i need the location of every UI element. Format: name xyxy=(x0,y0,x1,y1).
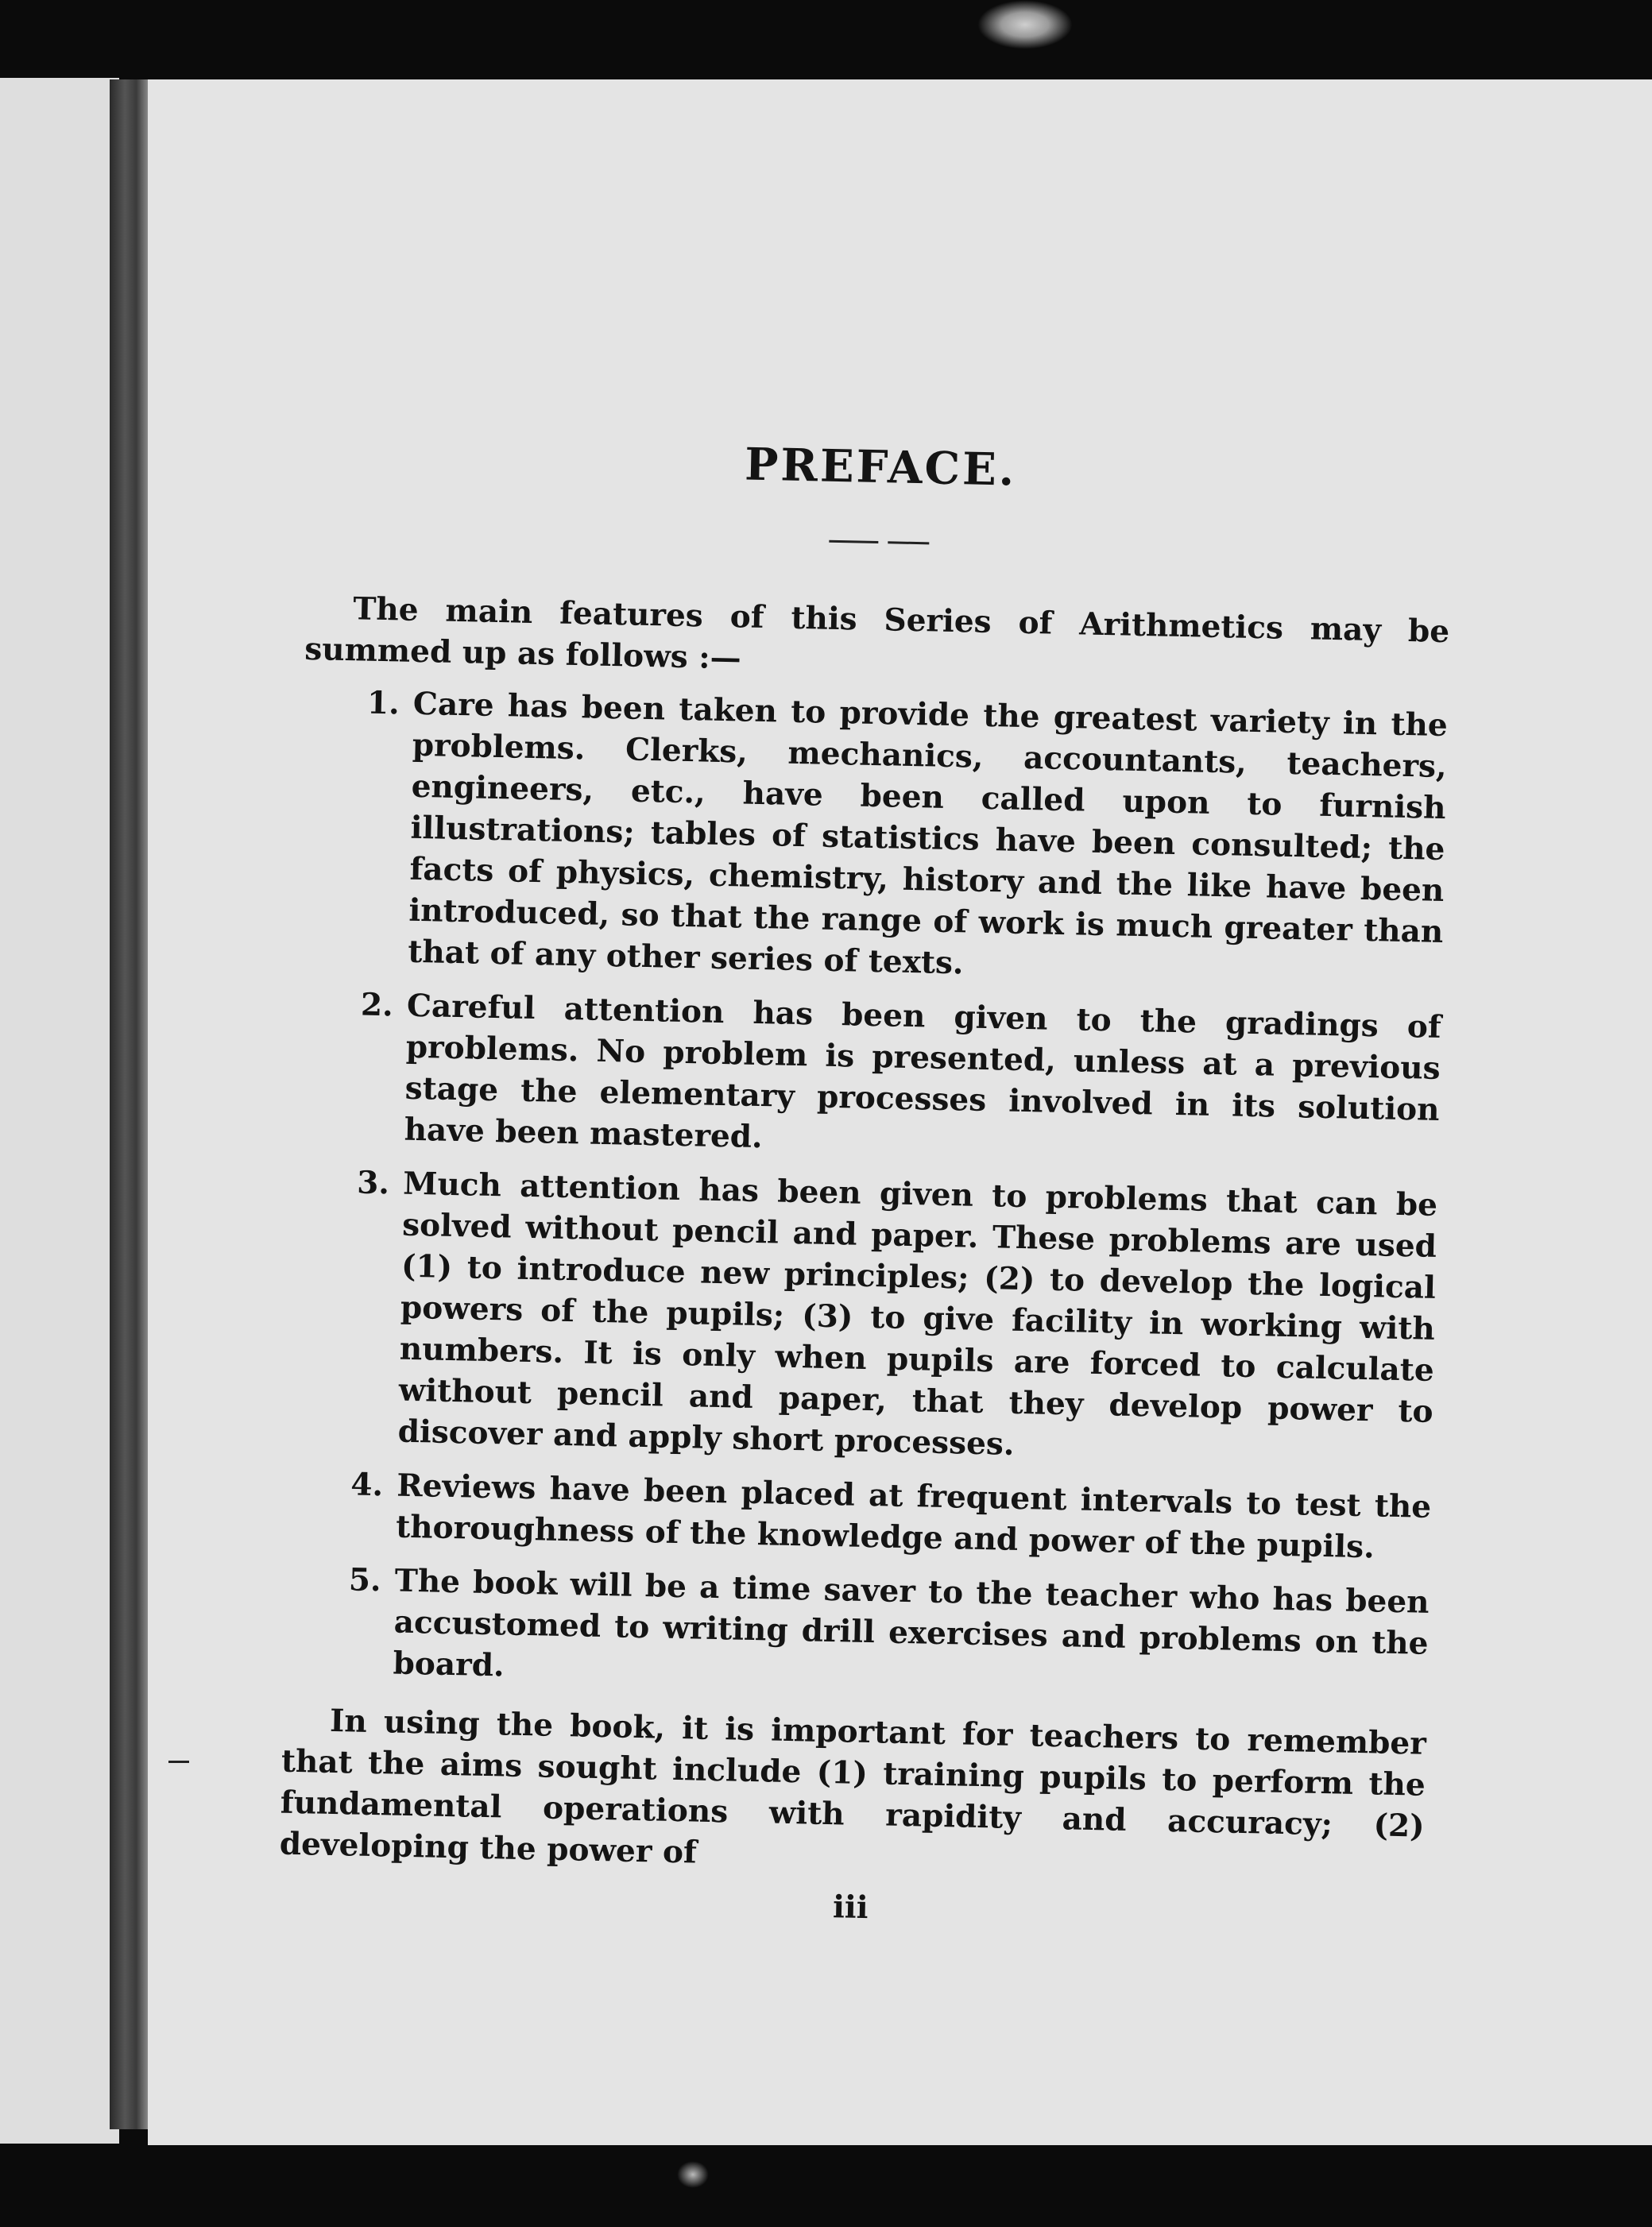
list-item-number: 1. xyxy=(366,684,400,722)
scan-artifact-bottom xyxy=(677,2161,709,2188)
margin-mark xyxy=(168,1761,189,1763)
list-item-text: Reviews have been placed at frequent intervals to test the thoroughness of the knowledge and power of the pupils. xyxy=(395,1467,1432,1566)
features-list xyxy=(283,681,1448,1706)
list-item-number: 4. xyxy=(350,1466,384,1504)
list-item xyxy=(358,984,1441,1172)
list-item-text: Careful attention has been given to the gradings of problems. No problem is presented, unless at a previous stage the elementary processes involved in its solution have been mastered. xyxy=(404,987,1442,1156)
list-item-number: 3. xyxy=(356,1164,390,1202)
book-gutter xyxy=(110,79,148,2129)
list-item xyxy=(362,682,1448,994)
intro-paragraph: The main features of this Series of Arithmetics may be summed up as follows :— xyxy=(304,590,1450,677)
scan-artifact-top xyxy=(977,0,1073,49)
list-item xyxy=(350,1463,1432,1568)
list-item-text: Care has been taken to provide the greatest variety in the problems. Clerks, mechanics, accountants, teachers, engineers, etc., have been called upon to furnish illustrations; tables of statistics have been consulted; the facts of physics, chemistry, history and the like have been introduced, so that the range of work is much greater than that of any other series of texts. xyxy=(407,685,1449,982)
closing-paragraph: In using the book, it is important for teachers to remember that the aims sought include (1) training pupils to perform the fundamental operations with rapidity and accuracy; (2) developing the power of xyxy=(279,1702,1427,1871)
left-page-edge xyxy=(0,78,119,2144)
list-item xyxy=(346,1559,1430,1705)
page-title: PREFACE. xyxy=(744,438,1017,497)
title-rule xyxy=(307,529,1451,555)
list-item-number: 5. xyxy=(348,1561,382,1599)
list-item-number: 2. xyxy=(360,986,394,1024)
page-text xyxy=(278,397,1454,1938)
list-item-text: Much attention has been given to problems that can be solved without pencil and paper. These problems are used (1) to introduce new principles; (2) to develop the logical powers of the pupils; (3) to give facility in working with numbers. It is only when pupils are forced to calculate without pencil and paper, that they develop power to discover and apply short processes. xyxy=(397,1165,1438,1463)
list-item-text: The book will be a time saver to the teacher who has been accustomed to writing drill exercises and problems on the board. xyxy=(393,1562,1430,1684)
list-item xyxy=(351,1162,1437,1473)
page-number: iii xyxy=(832,1889,869,1927)
